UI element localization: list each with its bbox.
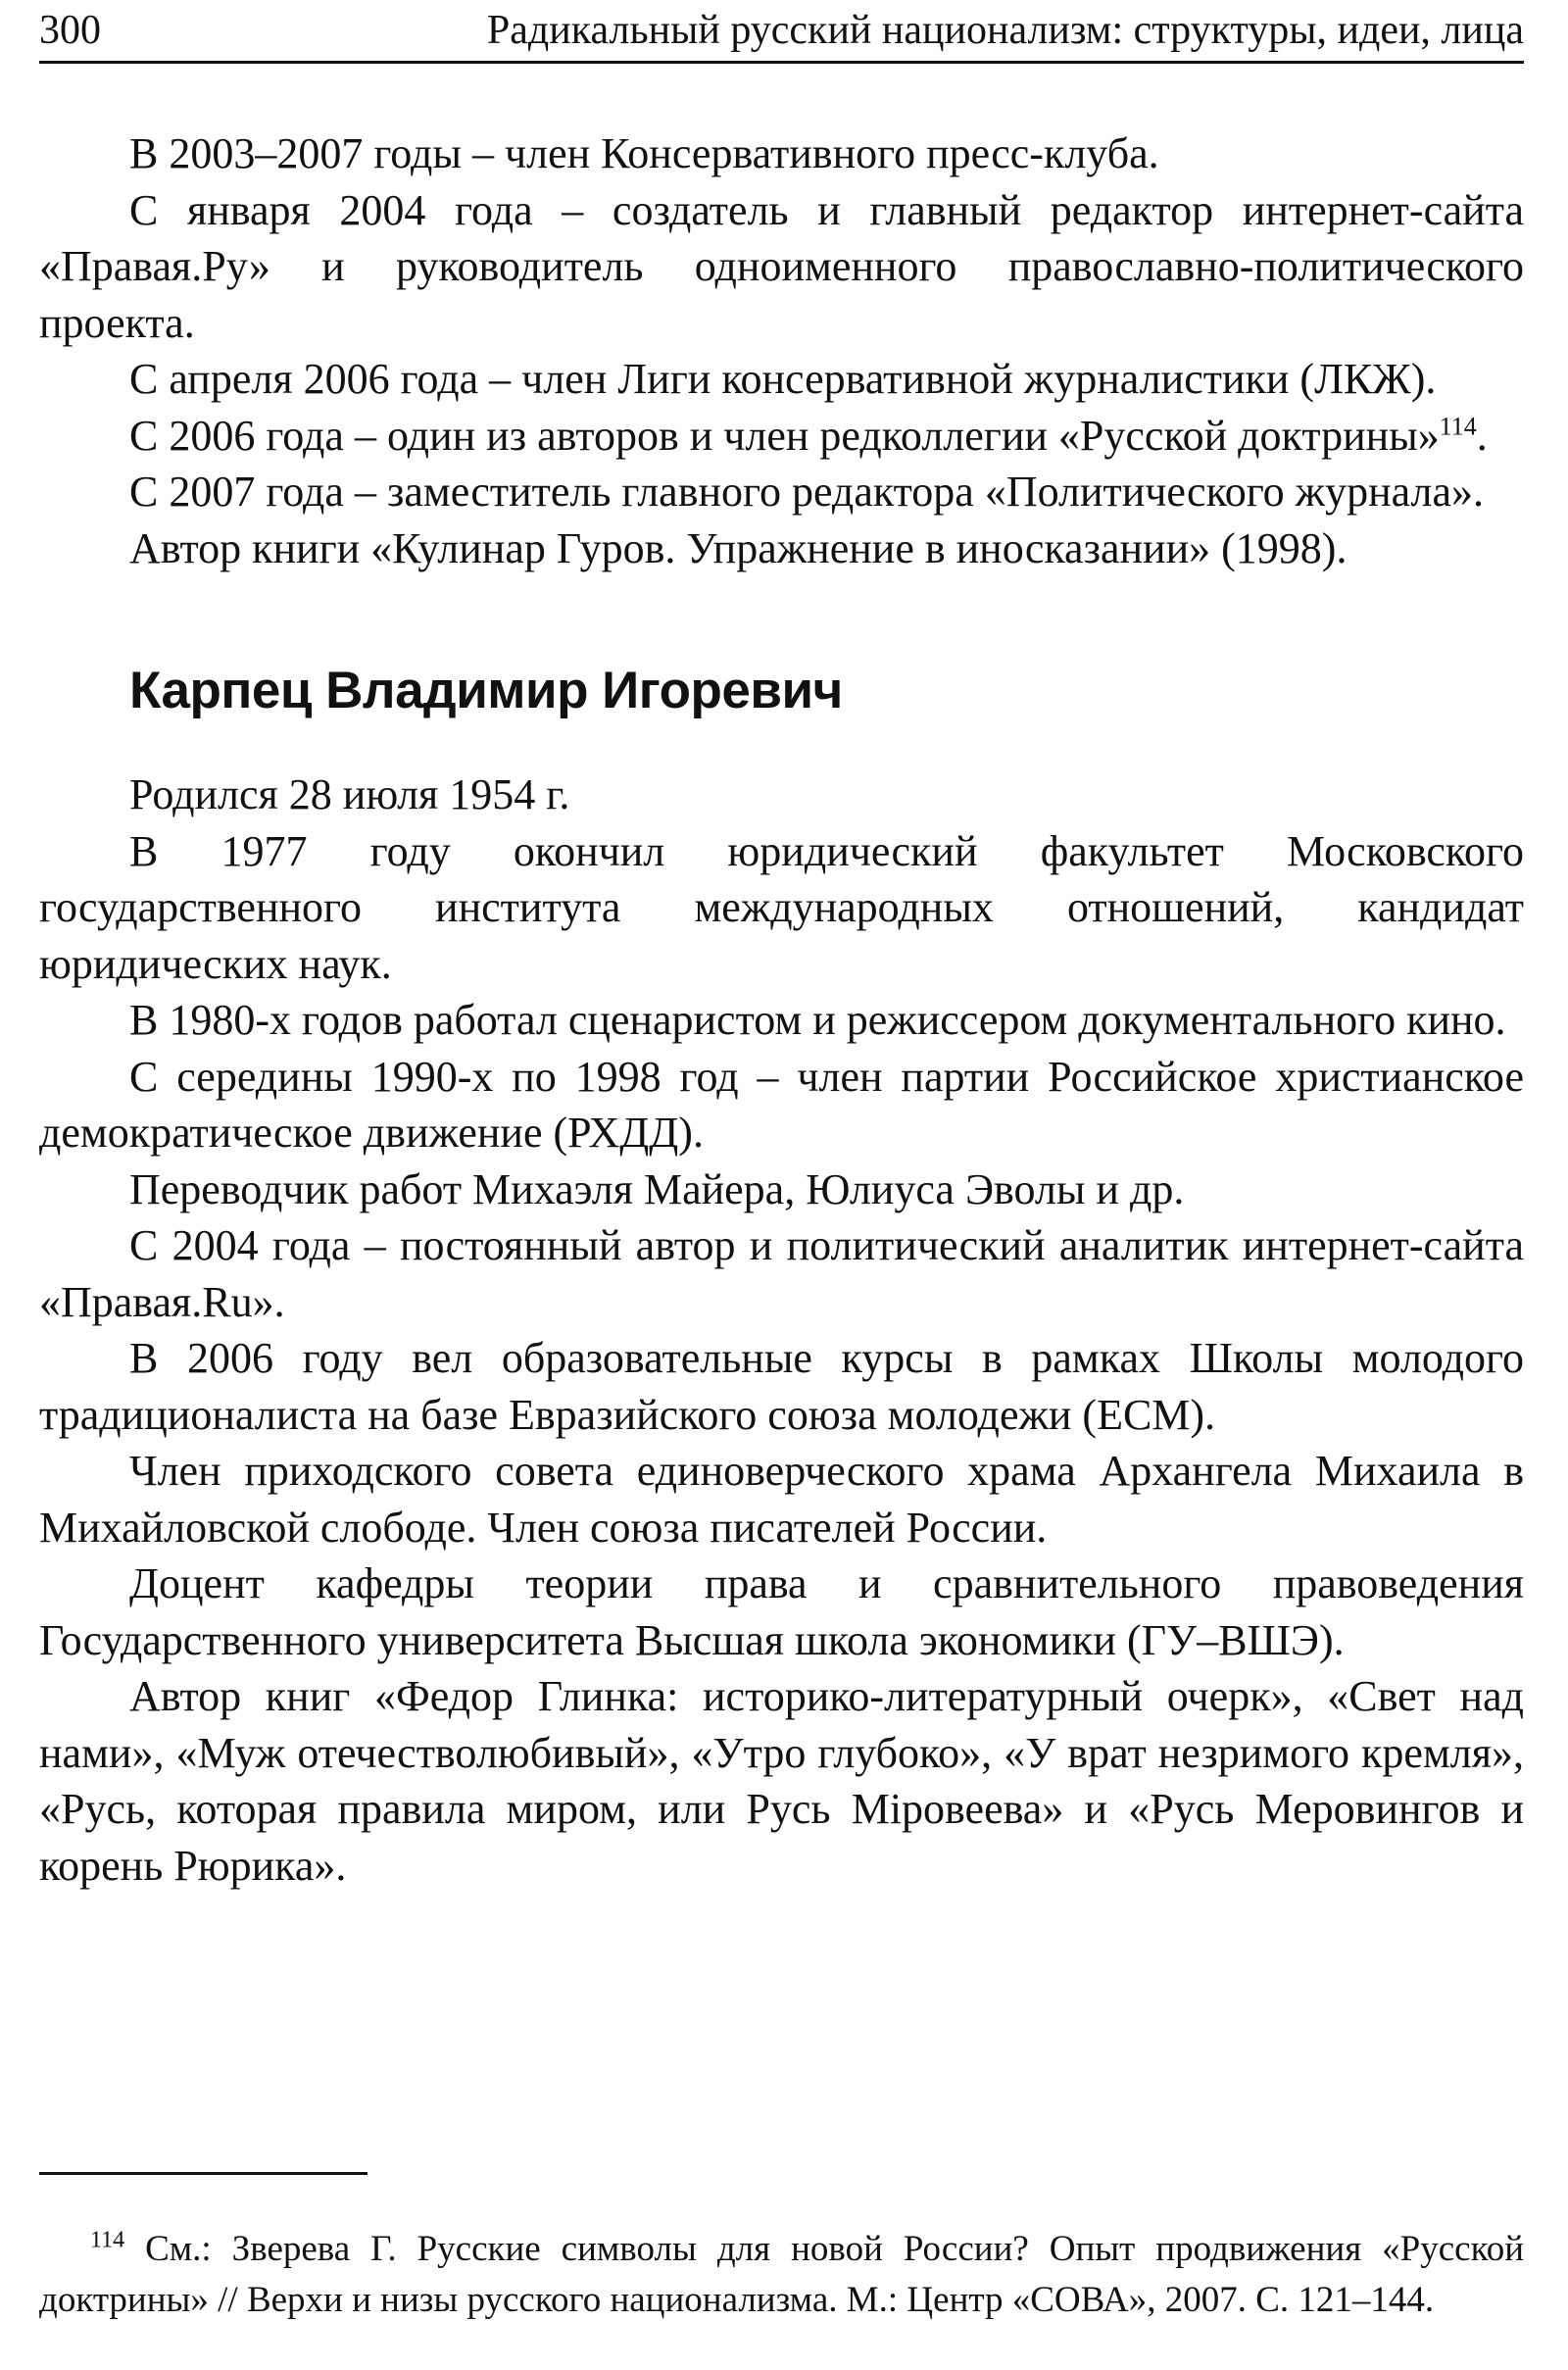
paragraph: С 2004 года – постоянный автор и политический аналитик интернет-сайта «Правая.Ru».: [39, 1221, 1524, 1326]
paragraph: С января 2004 года – создатель и главный редактор интернет-сайта «Правая.Ру» и руководитель одноименного православно-политического проекта.: [39, 185, 1524, 347]
paragraph: В 1980-х годов работал сценаристом и режиссером документального кино.: [129, 996, 1506, 1044]
footnote-separator: [39, 2172, 368, 2175]
paragraph: С 2007 года – заместитель главного редактора «Политического журнала».: [129, 468, 1485, 516]
paragraph: Член приходского совета единоверческого храма Архангела Михаила в Михайловской слободе. Член союза писателей России.: [39, 1447, 1524, 1552]
page-number: 300: [39, 8, 101, 53]
paragraph: Автор книги «Кулинар Гуров. Упражнение в иносказании» (1998).: [129, 523, 1348, 572]
running-title: Радикальный русский национализм: структуры, идеи, лица: [486, 8, 1524, 53]
paragraph: В 1977 году окончил юридический факультет Московского государственного института международных отношений, кандидат юридических наук.: [39, 826, 1524, 988]
paragraph: В 2003–2007 годы – член Консервативного пресс-клуба.: [129, 129, 1159, 177]
paragraph: Доцент кафедры теории права и сравнительного правоведения Государственного университета Высшая школа экономики (ГУ–ВШЭ).: [39, 1559, 1524, 1664]
paragraph: С середины 1990-х по 1998 год – член партии Российское христианское демократическое движение (РХДД).: [39, 1052, 1524, 1157]
footnote-text: См.: Зверева Г. Русские символы для новой России? Опыт продвижения «Русской доктрины» // Верхи и низы русского национализма. М.: Центр «СОВА», 2007. С. 121–144.: [39, 2229, 1524, 2320]
paragraph: В 2006 году вел образовательные курсы в рамках Школы молодого традиционалиста на базе Евразийского союза молодежи (ЕСМ).: [39, 1334, 1524, 1439]
running-header: [39, 0, 1524, 64]
footnote-number: 114: [90, 2227, 125, 2253]
paragraph: С апреля 2006 года – член Лиги консервативной журналистики (ЛКЖ).: [129, 355, 1437, 403]
paragraph: Родился 28 июля 1954 г.: [129, 770, 570, 818]
footnote: [39, 2224, 1524, 2326]
paragraph: Автор книг «Федор Глинка: историко-литературный очерк», «Свет над нами», «Муж отечестволюбивый», «Утро глубоко», «У врат незримого кремля», «Русь, которая правила миром, или Русь Міровеева» и «Русь Меровингов и корень Рюрика».: [39, 1672, 1524, 1890]
footnote-reference: 114: [1439, 411, 1477, 440]
paragraph: С 2006 года – один из авторов и член редколлегии «Русской доктрины»$^{114}$.: [129, 411, 1488, 460]
paragraph: Переводчик работ Михаэля Майера, Юлиуса Эволы и др.: [129, 1164, 1185, 1213]
body-text: [39, 125, 1524, 1894]
paragraph-text: С 2006 года – один из авторов и член редколлегии «Русской доктрины»: [129, 411, 1440, 460]
entry-heading: Карпец Владимир Игоревич: [129, 662, 843, 719]
